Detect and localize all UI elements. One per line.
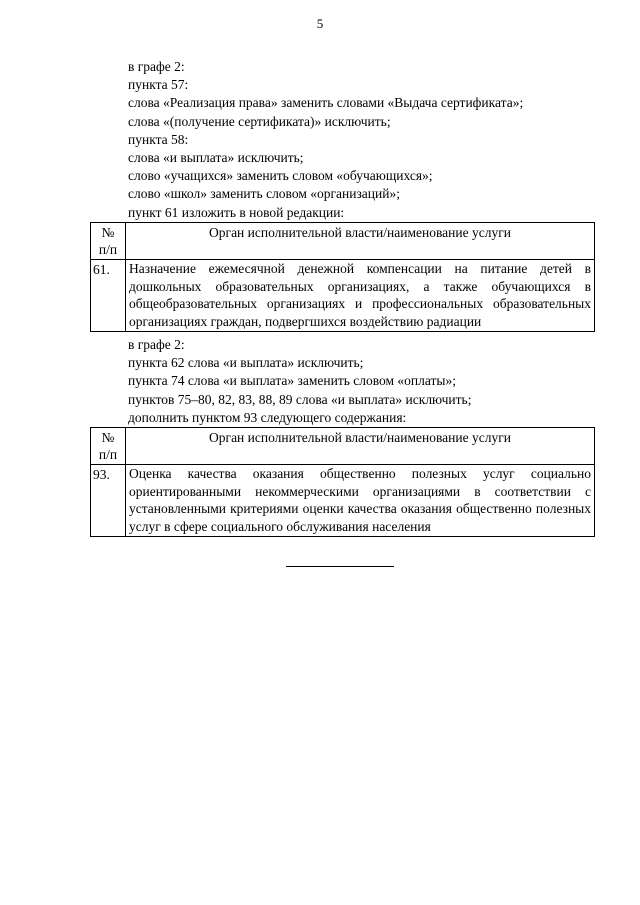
end-divider <box>286 566 394 567</box>
text-line: пункта 58: <box>128 131 189 147</box>
services-table-2 <box>90 427 595 537</box>
text-line: пункт 61 изложить в новой редакции: <box>128 204 345 220</box>
text-line: дополнить пунктом 93 следующего содержания: <box>128 409 407 425</box>
header-num-line: № <box>101 225 115 240</box>
text-line: слова «и выплата» исключить; <box>128 150 304 166</box>
text-line: пунктов 75–80, 82, 83, 88, 89 слова «и выплата» исключить; <box>128 391 472 407</box>
text-line: слово «учащихся» заменить словом «обучающихся»; <box>128 168 433 184</box>
amendments-block-1 <box>128 58 523 222</box>
row-number: 61. <box>91 260 126 332</box>
table-header-row <box>91 223 595 260</box>
row-text: Оценка качества оказания общественно полезных услуг социально ориентированными некоммерческими организациями в соответствии с установленными критериями оценки качества оказания общественно полезных услуг в сфере социального обслуживания населения <box>126 465 595 537</box>
row-number: 93. <box>91 465 126 537</box>
text-line: пункта 74 слова «и выплата» заменить словом «оплаты»; <box>128 373 456 389</box>
page-number: 5 <box>316 16 324 31</box>
text-line: в графе 2: <box>128 337 185 352</box>
amendments-block-2 <box>128 336 471 427</box>
table-row <box>91 260 595 332</box>
header-num-line: п/п <box>98 447 118 462</box>
text-line: в графе 2: <box>128 59 185 74</box>
header-title-cell: Орган исполнительной власти/наименование услуги <box>126 428 595 465</box>
text-line: слова «Реализация права» заменить словами «Выдача сертификата»; <box>128 95 524 111</box>
text-line: слово «школ» заменить словом «организаций»; <box>128 186 400 202</box>
table-header-row <box>91 428 595 465</box>
header-num-line: № <box>101 430 115 445</box>
table-row <box>91 465 595 537</box>
services-table-1 <box>90 222 595 332</box>
text-line: слова «(получение сертификата)» исключить; <box>128 113 391 129</box>
header-num-line: п/п <box>98 242 118 257</box>
header-title-cell: Орган исполнительной власти/наименование услуги <box>126 223 595 260</box>
text-line: пункта 57: <box>128 77 189 93</box>
header-number-cell <box>91 428 126 465</box>
text-line: пункта 62 слова «и выплата» исключить; <box>128 355 364 371</box>
row-text: Назначение ежемесячной денежной компенсации на питание детей в дошкольных образовательных организациях, а также обучающихся в общеобразовательных организациях и профессиональных образовательных организациях граждан, подвергшихся воздействию радиации <box>126 260 595 332</box>
header-number-cell <box>91 223 126 260</box>
